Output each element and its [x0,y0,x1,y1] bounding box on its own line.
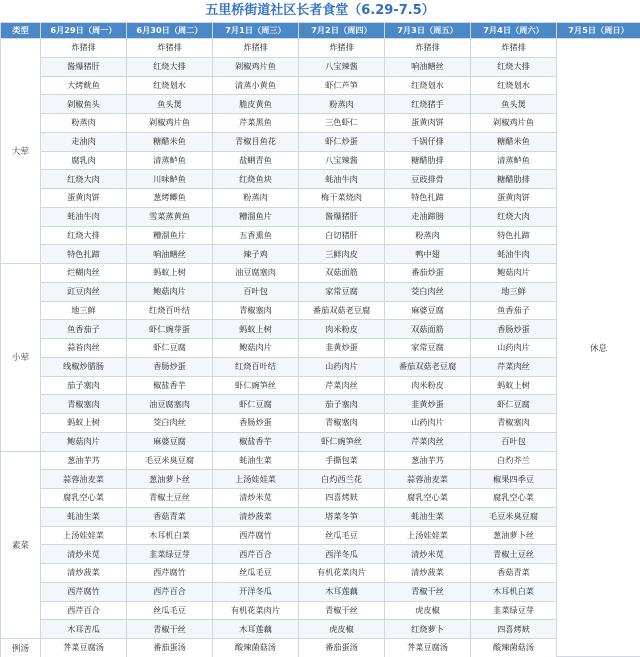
dish-cell: 腐乳空心菜 [41,489,127,508]
menu-row [1,639,640,657]
dish-cell: 八宝辣酱 [299,57,385,76]
dish-cell: 塔菜冬笋 [299,507,385,526]
dish-cell: 芹菜肉丝 [471,357,557,376]
dish-cell: 葱油萝卜丝 [471,526,557,545]
dish-cell: 香肠炒蛋 [127,357,213,376]
dish-cell: 椒果四季豆 [471,470,557,489]
menu-table [0,22,640,657]
menu-row [1,376,640,395]
dish-cell: 蛋黄肉饼 [41,189,127,208]
dish-cell: 脆皮黄鱼 [213,95,299,114]
dish-cell: 盐蜊青鱼 [213,151,299,170]
dish-cell: 红烧大排 [471,57,557,76]
dish-cell: 西芹百合 [127,582,213,601]
category-cell: 小荤 [1,264,41,452]
dish-cell: 山药肉片 [299,357,385,376]
dish-cell: 椒盐香芋 [127,376,213,395]
dish-cell: 白切猪肝 [299,226,385,245]
menu-row [1,470,640,489]
dish-cell: 木耳莲藕 [213,620,299,639]
dish-cell: 双菇面筋 [385,320,471,339]
header-day: 7月3日（周五） [385,23,471,39]
dish-cell: 地三鲜 [41,301,127,320]
dish-cell: 粉蒸肉 [299,95,385,114]
dish-cell: 茄子塞肉 [41,376,127,395]
menu-row [1,432,640,451]
dish-cell: 西芹腐竹 [41,582,127,601]
dish-cell: 鱼头煲 [471,95,557,114]
dish-cell: 酸辣菌菇汤 [471,639,557,657]
menu-row [1,564,640,583]
dish-cell: 香肠炒蛋 [471,320,557,339]
dish-cell: 糖醋肋排 [385,151,471,170]
dish-cell: 有机花菜肉片 [213,601,299,620]
header-type: 类型 [1,23,41,39]
dish-cell: 青椒塞肉 [299,414,385,433]
dish-cell: 剁椒鱼头 [41,95,127,114]
dish-cell: 虾仁豌芽蛋 [127,320,213,339]
dish-cell: 鲍菇肉片 [127,282,213,301]
dish-cell: 炸猪排 [127,39,213,58]
dish-cell: 椒盐香芋 [213,432,299,451]
dish-cell: 双菇面筋 [299,264,385,283]
dish-cell: 蚂蚁上树 [127,264,213,283]
dish-cell: 蚂蚁上树 [41,414,127,433]
dish-cell: 香菇青菜 [471,564,557,583]
dish-cell: 木耳机白菜 [127,526,213,545]
header-day: 7月2日（周四） [299,23,385,39]
dish-cell: 虾仁炒蛋 [299,132,385,151]
dish-cell: 家常豆腐 [385,339,471,358]
dish-cell: 走油肉 [41,132,127,151]
dish-cell: 三色虾仁 [299,114,385,133]
dish-cell: 百叶包 [471,432,557,451]
dish-cell: 特色扎蹄 [41,245,127,264]
dish-cell: 上汤娃娃菜 [41,526,127,545]
dish-cell: 有机花菜肉片 [299,564,385,583]
dish-cell: 青椒塞肉 [213,301,299,320]
dish-cell: 鱼香茄子 [471,301,557,320]
dish-cell: 香菇青菜 [127,507,213,526]
dish-cell: 毛豆米臭豆腐 [127,451,213,470]
dish-cell: 蚂蚁上树 [471,376,557,395]
dish-cell: 酸辣菌菇汤 [213,639,299,657]
dish-cell: 丝瓜毛豆 [299,526,385,545]
menu-row [1,414,640,433]
menu-row [1,76,640,95]
menu-row [1,507,640,526]
dish-cell: 山药肉片 [385,414,471,433]
dish-cell: 红烧鱼块 [213,170,299,189]
dish-cell: 四喜烤麸 [471,620,557,639]
dish-cell: 腐乳空心菜 [471,489,557,508]
dish-cell: 蛋黄肉饼 [471,189,557,208]
dish-cell: 虾仁豆腐 [213,395,299,414]
dish-cell: 豆豉排骨 [385,170,471,189]
dish-cell: 木耳莲藕 [299,582,385,601]
dish-cell: 香肠炒蛋 [213,414,299,433]
dish-cell: 鲍菇肉片 [41,432,127,451]
menu-row [1,132,640,151]
dish-cell: 特色扎蹄 [385,189,471,208]
sunday-rest-cell: 休息 [557,39,640,657]
dish-cell: 蚝油生菜 [213,451,299,470]
dish-cell: 油豆腐塞肉 [127,395,213,414]
dish-cell: 红烧大排 [41,226,127,245]
dish-cell: 大烤鱿鱼 [41,76,127,95]
menu-row [1,395,640,414]
dish-cell: 葱油萝卜丝 [127,470,213,489]
dish-cell: 百叶包 [213,282,299,301]
dish-cell: 韭黄炒蛋 [385,395,471,414]
menu-row [1,545,640,564]
dish-cell: 剁椒鸡片鱼 [127,114,213,133]
dish-cell: 鲍菇肉片 [471,264,557,283]
dish-cell: 蒜苔肉丝 [41,339,127,358]
dish-cell: 红烧划水 [471,76,557,95]
dish-cell: 西洋冬瓜 [299,545,385,564]
dish-cell: 红烧大排 [127,57,213,76]
menu-row [1,245,640,264]
menu-row [1,282,640,301]
dish-cell: 油豆腐塞肉 [213,264,299,283]
menu-row [1,207,640,226]
dish-cell: 开洋冬瓜 [213,582,299,601]
dish-cell: 山药肉片 [471,339,557,358]
menu-row [1,320,640,339]
dish-cell: 糟溜鱼片 [127,226,213,245]
dish-cell: 炸猪排 [299,39,385,58]
header-day: 7月1日（周三） [213,23,299,39]
dish-cell: 青椒目鱼花 [213,132,299,151]
menu-row [1,264,640,283]
dish-cell: 毛豆米臭豆腐 [471,507,557,526]
dish-cell: 番茄双菇老豆腐 [299,301,385,320]
menu-row [1,339,640,358]
dish-cell: 荠菜豆腐汤 [41,639,127,657]
dish-cell: 八宝辣酱 [299,151,385,170]
dish-cell: 番茄蛋汤 [127,639,213,657]
dish-cell: 清蒸小黄鱼 [213,76,299,95]
dish-cell: 西芹腐竹 [213,526,299,545]
dish-cell: 线椒炒腊肠 [41,357,127,376]
dish-cell: 韭菜绿豆芽 [471,601,557,620]
dish-cell: 虾仁芦笋 [299,76,385,95]
header-day: 7月5日（周日） [557,23,640,39]
dish-cell: 鲍菇肉片 [213,339,299,358]
dish-cell: 酱爆猪肝 [299,207,385,226]
dish-cell: 手撕包菜 [299,451,385,470]
dish-cell: 家常豆腐 [299,282,385,301]
menu-row [1,95,640,114]
dish-cell: 葱油芋艿 [385,451,471,470]
dish-cell: 葱烤鲫鱼 [127,189,213,208]
menu-row [1,451,640,470]
menu-row [1,226,640,245]
menu-row [1,170,640,189]
dish-cell: 剁椒鸡片鱼 [471,114,557,133]
dish-cell: 蛋黄肉饼 [385,114,471,133]
header-day: 6月30日（周二） [127,23,213,39]
menu-row [1,489,640,508]
menu-row [1,189,640,208]
dish-cell: 上汤娃娃菜 [213,470,299,489]
dish-cell: 青椒干丝 [299,601,385,620]
dish-cell: 红烧萝卜 [385,620,471,639]
dish-cell: 青椒干丝 [127,620,213,639]
dish-cell: 粉蒸肉 [213,189,299,208]
menu-row [1,151,640,170]
dish-cell: 清炒菠菜 [41,564,127,583]
dish-cell: 肉米粉皮 [299,320,385,339]
dish-cell: 上汤娃娃菜 [385,526,471,545]
menu-row [1,39,640,58]
dish-cell: 糖醋米鱼 [127,132,213,151]
dish-cell: 清炒菠菜 [385,564,471,583]
dish-cell: 青椒塞肉 [41,395,127,414]
dish-cell: 炸猪排 [385,39,471,58]
dish-cell: 清蒸鲈鱼 [127,151,213,170]
dish-cell: 麻婆豆腐 [127,432,213,451]
dish-cell: 鱼香茄子 [41,320,127,339]
dish-cell: 炸猪排 [41,39,127,58]
menu-row [1,620,640,639]
dish-cell: 白灼西兰花 [299,470,385,489]
dish-cell: 红烧大肉 [471,207,557,226]
dish-cell: 青椒土豆丝 [471,545,557,564]
dish-cell: 蚝油牛肉 [41,207,127,226]
header-day: 7月4日（周六） [471,23,557,39]
dish-cell: 清炒米苋 [41,545,127,564]
dish-cell: 蚝油生菜 [41,507,127,526]
dish-cell: 韭菜绿豆芽 [127,545,213,564]
category-cell: 例汤 [1,639,41,657]
category-cell: 大荤 [1,39,41,264]
dish-cell: 糟溜鱼片 [213,207,299,226]
dish-cell: 茭白肉丝 [127,414,213,433]
dish-cell: 木耳机白菜 [471,582,557,601]
dish-cell: 烂糊肉丝 [41,264,127,283]
page-title: 五里桥街道社区长者食堂（6.29-7.5） [0,0,640,22]
category-cell: 素菜 [1,451,41,639]
dish-cell: 荠菜豆腐汤 [385,639,471,657]
dish-cell: 红烧大肉 [41,170,127,189]
dish-cell: 特色扎蹄 [471,226,557,245]
dish-cell: 蒜蓉油麦菜 [41,470,127,489]
dish-cell: 梅干菜烧肉 [299,189,385,208]
dish-cell: 丝瓜毛豆 [213,564,299,583]
dish-cell: 茭白肉丝 [385,282,471,301]
dish-cell: 麻婆豆腐 [385,301,471,320]
dish-cell: 腐乳空心菜 [385,489,471,508]
dish-cell: 蚝油生菜 [385,507,471,526]
dish-cell: 肉米粉皮 [385,376,471,395]
dish-cell: 蒜蓉油麦菜 [385,470,471,489]
dish-cell: 炸猪排 [471,39,557,58]
dish-cell: 糖醋米鱼 [471,132,557,151]
dish-cell: 韭黄炒蛋 [299,339,385,358]
dish-cell: 清炒米苋 [213,489,299,508]
dish-cell: 糖醋肋排 [471,170,557,189]
dish-cell: 蚝油牛肉 [299,170,385,189]
dish-cell: 红烧百叶结 [213,357,299,376]
header-day: 6月29日（周一） [41,23,127,39]
dish-cell: 响油鳝丝 [385,57,471,76]
dish-cell: 红烧划水 [127,76,213,95]
menu-row [1,301,640,320]
dish-cell: 四喜烤麸 [299,489,385,508]
dish-cell: 三鲜肉皮 [299,245,385,264]
dish-cell: 豇豆肉丝 [41,282,127,301]
dish-cell: 虎皮椒 [299,620,385,639]
dish-cell: 地三鲜 [471,282,557,301]
menu-row [1,582,640,601]
dish-cell: 清炒菠菜 [213,507,299,526]
menu-row [1,601,640,620]
dish-cell: 酱爆猪肝 [41,57,127,76]
dish-cell: 粉蒸肉 [385,226,471,245]
dish-cell: 虾仁豆腐 [127,339,213,358]
dish-cell: 走油蹄膀 [385,207,471,226]
dish-cell: 腐乳肉 [41,151,127,170]
dish-cell: 葱油芋艿 [41,451,127,470]
dish-cell: 虾仁豌笋丝 [299,432,385,451]
dish-cell: 响油鳝丝 [127,245,213,264]
dish-cell: 蚝油牛肉 [471,245,557,264]
dish-cell: 芹菜肉丝 [385,432,471,451]
dish-cell: 茄子塞肉 [299,395,385,414]
menu-row [1,357,640,376]
dish-cell: 川味鲈鱼 [127,170,213,189]
dish-cell: 辣子鸡 [213,245,299,264]
menu-row [1,526,640,545]
dish-cell: 剁椒鸡片鱼 [213,57,299,76]
menu-row [1,114,640,133]
dish-cell: 青椒干丝 [385,582,471,601]
dish-cell: 白灼芥兰 [471,451,557,470]
dish-cell: 鱼头煲 [127,95,213,114]
menu-body [1,39,640,657]
header-row [1,23,640,39]
dish-cell: 木耳苦瓜 [41,620,127,639]
dish-cell: 虾仁豆腐 [471,395,557,414]
dish-cell: 五香熏鱼 [213,226,299,245]
dish-cell: 清炒米苋 [385,545,471,564]
dish-cell: 雪菜蒸黄鱼 [127,207,213,226]
dish-cell: 清蒸鲈鱼 [471,151,557,170]
dish-cell: 虎皮椒 [385,601,471,620]
dish-cell: 炸猪排 [213,39,299,58]
dish-cell: 芹菜黑鱼 [213,114,299,133]
dish-cell: 千锅仔排 [385,132,471,151]
dish-cell: 虾仁豌笋丝 [213,376,299,395]
dish-cell: 鸭中翅 [385,245,471,264]
dish-cell: 西芹百合 [41,601,127,620]
dish-cell: 西芹腐竹 [127,564,213,583]
dish-cell: 丝瓜毛豆 [127,601,213,620]
dish-cell: 西芹百合 [213,545,299,564]
menu-row [1,57,640,76]
dish-cell: 番茄双菇老豆腐 [385,357,471,376]
dish-cell: 青椒塞肉 [471,414,557,433]
dish-cell: 番茄蛋汤 [299,639,385,657]
dish-cell: 芹菜肉丝 [299,376,385,395]
dish-cell: 红烧百叶结 [127,301,213,320]
dish-cell: 粉蒸肉 [41,114,127,133]
dish-cell: 番茄炒蛋 [385,264,471,283]
dish-cell: 红烧猪手 [385,95,471,114]
dish-cell: 红烧划水 [385,76,471,95]
dish-cell: 青椒土豆丝 [127,489,213,508]
dish-cell: 蚂蚁上树 [213,320,299,339]
